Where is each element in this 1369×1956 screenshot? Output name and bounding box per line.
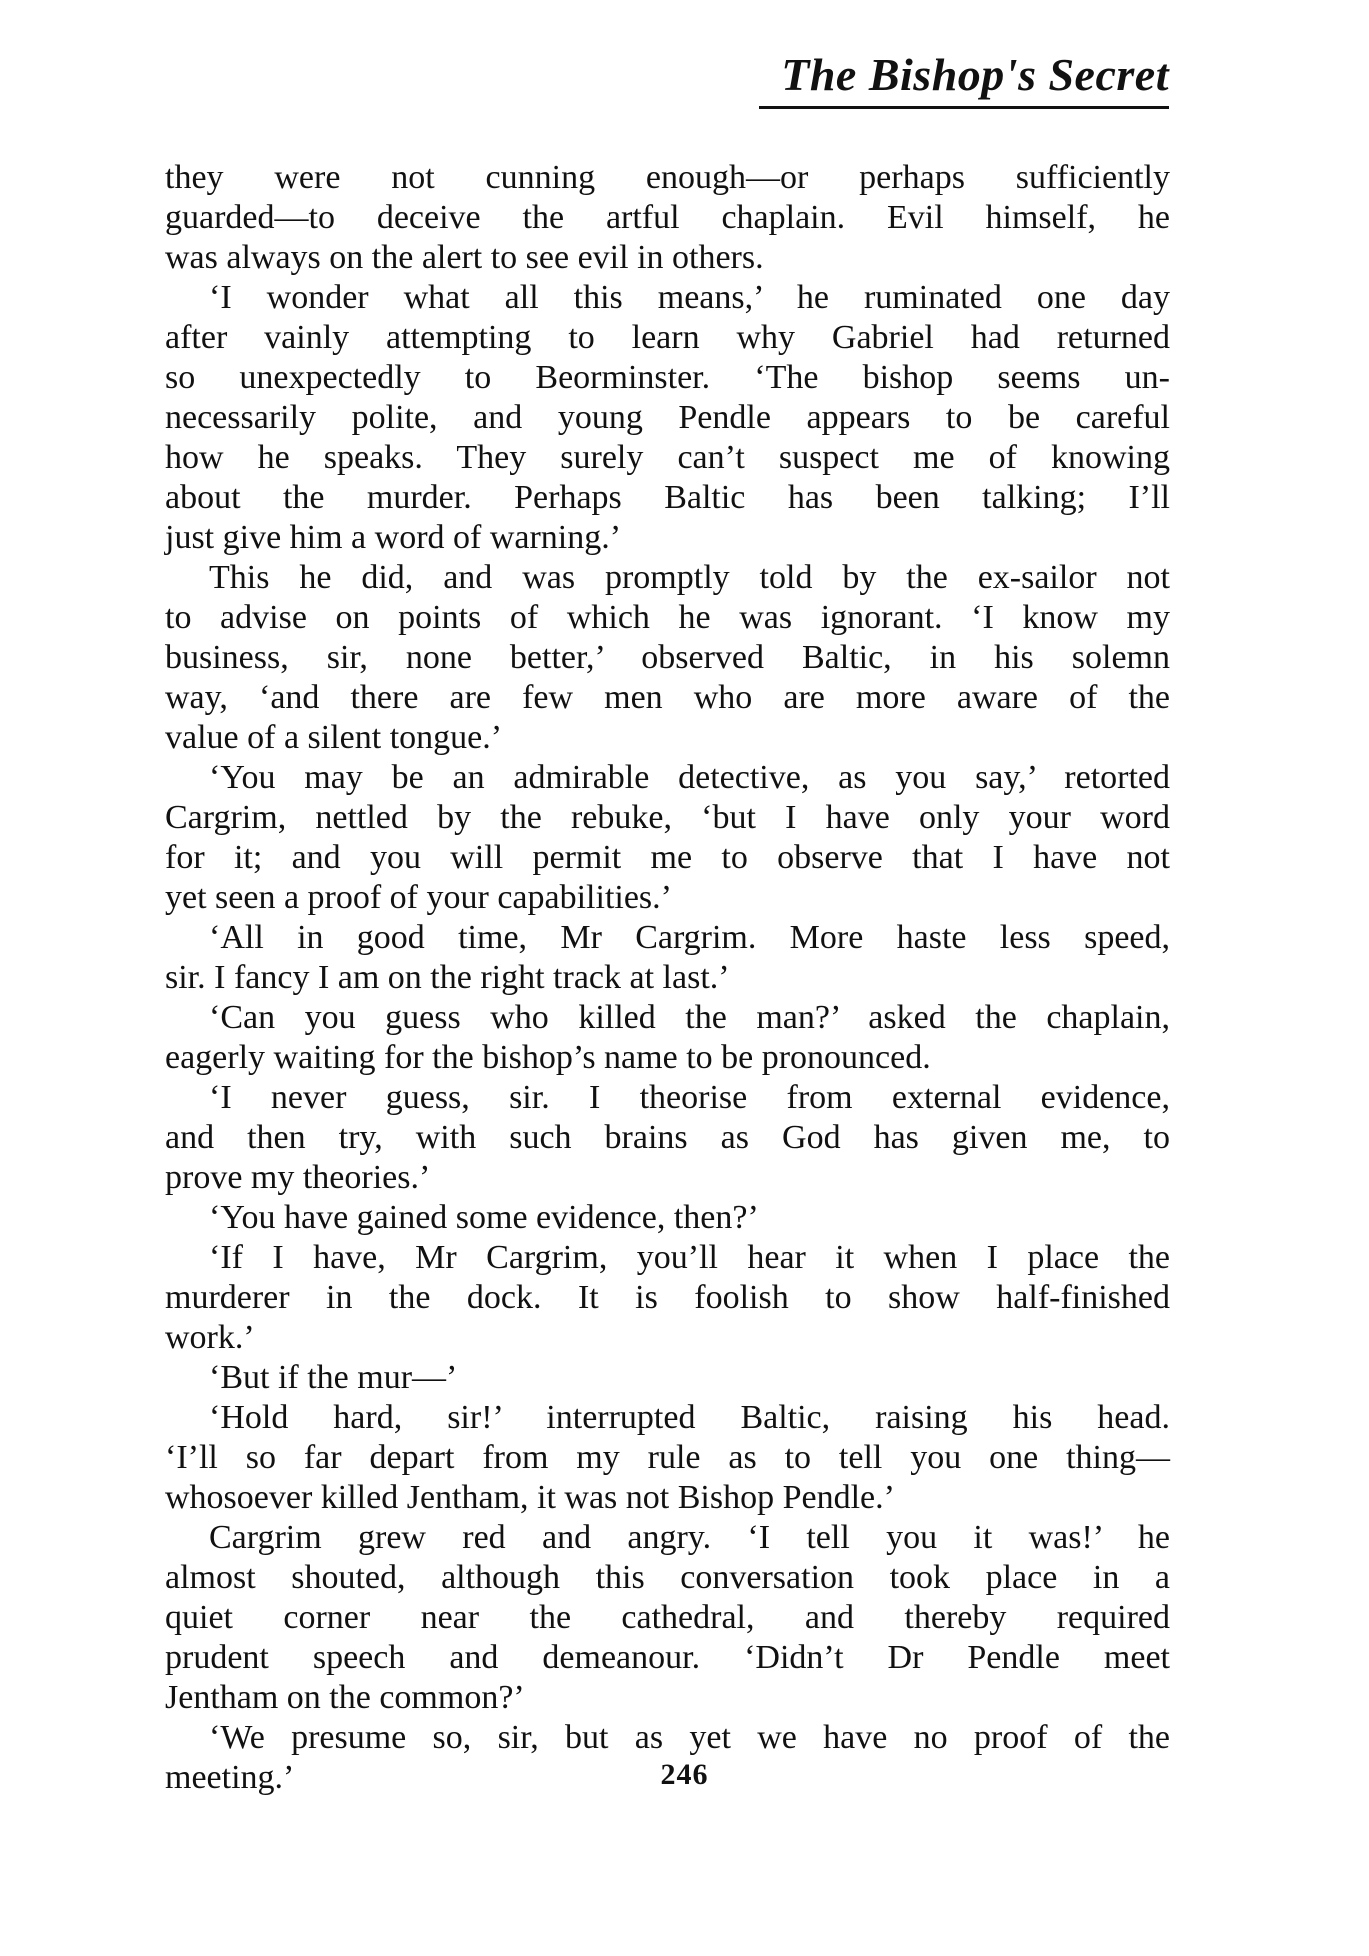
text-line: ‘But if the mur—’ (209, 1359, 458, 1396)
text-line: ‘I’ll so far depart from my rule as to tell you one thing— (165, 1439, 1170, 1476)
text-line: prove my theories.’ (165, 1159, 431, 1196)
running-title: The Bishop's Secret (781, 49, 1169, 100)
text-line: work.’ (165, 1319, 255, 1356)
text-line: ‘Can you guess who killed the man?’ asked the chaplain, (209, 999, 1170, 1036)
text-line: prudent speech and demeanour. ‘Didn’t Dr Pendle meet (165, 1639, 1170, 1676)
text-line: so unexpectedly to Beorminster. ‘The bishop seems un- (165, 359, 1170, 396)
text-line: sir. I fancy I am on the right track at last.’ (165, 959, 730, 996)
text-line: ‘Hold hard, sir!’ interrupted Baltic, raising his head. (209, 1399, 1170, 1436)
header-rule (759, 106, 1169, 109)
text-line: ‘You have gained some evidence, then?’ (209, 1199, 759, 1236)
text-line: necessarily polite, and young Pendle appears to be careful (165, 399, 1170, 436)
text-line: for it; and you will permit me to observe that I have not (165, 839, 1170, 876)
text-line: quiet corner near the cathedral, and thereby required (165, 1599, 1170, 1636)
text-line: value of a silent tongue.’ (165, 719, 503, 756)
text-line: whosoever killed Jentham, it was not Bishop Pendle.’ (165, 1479, 895, 1516)
text-line: business, sir, none better,’ observed Baltic, in his solemn (165, 639, 1170, 676)
text-line: Jentham on the common?’ (165, 1679, 525, 1716)
text-line: just give him a word of warning.’ (165, 519, 622, 556)
page-number: 246 (660, 1758, 709, 1791)
text-line: after vainly attempting to learn why Gabriel had returned (165, 319, 1170, 356)
text-line: ‘If I have, Mr Cargrim, you’ll hear it when I place the (209, 1239, 1170, 1276)
text-line: to advise on points of which he was ignorant. ‘I know my (165, 599, 1170, 636)
text-line: Cargrim grew red and angry. ‘I tell you it was!’ he (209, 1519, 1170, 1556)
text-line: ‘All in good time, Mr Cargrim. More haste less speed, (209, 919, 1170, 956)
text-line: was always on the alert to see evil in others. (165, 239, 764, 276)
running-head (759, 49, 1169, 109)
text-line: ‘I wonder what all this means,’ he ruminated one day (209, 279, 1170, 316)
text-line: and then try, with such brains as God has given me, to (165, 1119, 1170, 1156)
text-line: way, ‘and there are few men who are more aware of the (165, 679, 1170, 716)
text-line: almost shouted, although this conversation took place in a (165, 1559, 1170, 1596)
text-line: they were not cunning enough—or perhaps sufficiently (165, 159, 1170, 196)
text-line: ‘You may be an admirable detective, as you say,’ retorted (209, 759, 1170, 796)
text-line: Cargrim, nettled by the rebuke, ‘but I have only your word (165, 799, 1170, 836)
text-line: how he speaks. They surely can’t suspect me of knowing (165, 439, 1170, 476)
text-line: ‘I never guess, sir. I theorise from external evidence, (209, 1079, 1170, 1116)
text-line: ‘We presume so, sir, but as yet we have no proof of the (209, 1719, 1170, 1756)
text-line: meeting.’ (165, 1759, 295, 1796)
text-line: murderer in the dock. It is foolish to show half-finished (165, 1279, 1170, 1316)
body-text (165, 158, 1170, 1798)
text-line: guarded—to deceive the artful chaplain. Evil himself, he (165, 199, 1170, 236)
text-line: yet seen a proof of your capabilities.’ (165, 879, 672, 916)
text-line: about the murder. Perhaps Baltic has been talking; I’ll (165, 479, 1170, 516)
text-line: This he did, and was promptly told by the ex-sailor not (209, 559, 1170, 596)
text-line: eagerly waiting for the bishop’s name to be pronounced. (165, 1039, 931, 1076)
